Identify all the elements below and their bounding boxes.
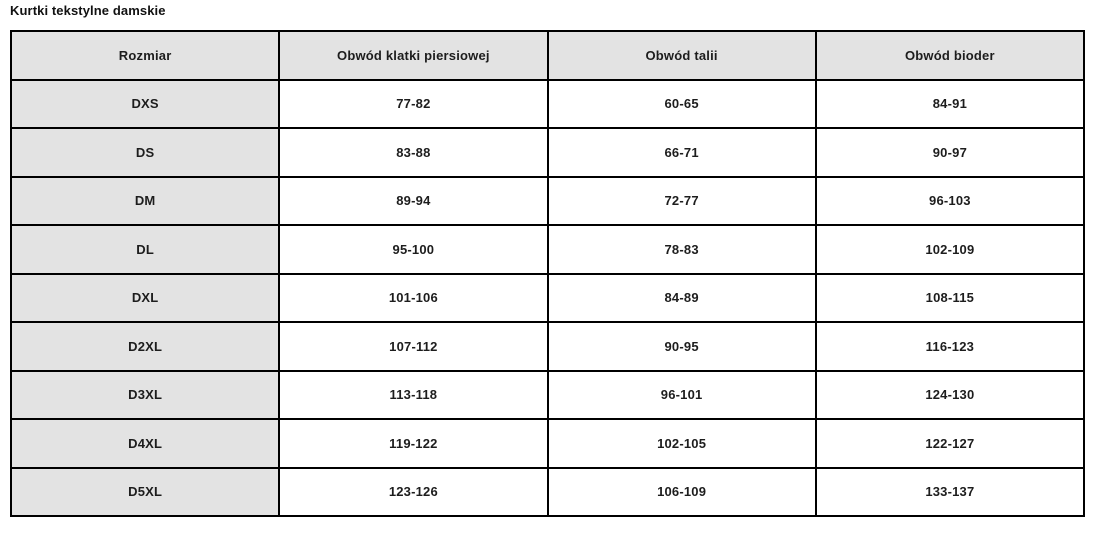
column-header-chest: Obwód klatki piersiowej [279, 31, 547, 80]
size-cell: DM [11, 177, 279, 226]
size-cell: D2XL [11, 322, 279, 371]
table-row [11, 322, 1084, 371]
size-cell: DXS [11, 80, 279, 129]
page-title: Kurtki tekstylne damskie [10, 3, 166, 18]
table-header-row [11, 31, 1084, 80]
waist-cell: 60-65 [548, 80, 816, 129]
chest-cell: 123-126 [279, 468, 547, 517]
column-header-waist: Obwód talii [548, 31, 816, 80]
table-row [11, 468, 1084, 517]
table-row [11, 419, 1084, 468]
chest-cell: 107-112 [279, 322, 547, 371]
hips-cell: 133-137 [816, 468, 1084, 517]
waist-cell: 72-77 [548, 177, 816, 226]
size-cell: DL [11, 225, 279, 274]
waist-cell: 106-109 [548, 468, 816, 517]
size-cell: DXL [11, 274, 279, 323]
chest-cell: 83-88 [279, 128, 547, 177]
hips-cell: 90-97 [816, 128, 1084, 177]
waist-cell: 90-95 [548, 322, 816, 371]
hips-cell: 122-127 [816, 419, 1084, 468]
hips-cell: 116-123 [816, 322, 1084, 371]
waist-cell: 102-105 [548, 419, 816, 468]
table-row [11, 177, 1084, 226]
chest-cell: 95-100 [279, 225, 547, 274]
waist-cell: 96-101 [548, 371, 816, 420]
size-cell: D3XL [11, 371, 279, 420]
table-row [11, 371, 1084, 420]
table-row [11, 274, 1084, 323]
size-cell: D5XL [11, 468, 279, 517]
waist-cell: 84-89 [548, 274, 816, 323]
chest-cell: 101-106 [279, 274, 547, 323]
hips-cell: 96-103 [816, 177, 1084, 226]
hips-cell: 108-115 [816, 274, 1084, 323]
size-cell: D4XL [11, 419, 279, 468]
size-cell: DS [11, 128, 279, 177]
hips-cell: 84-91 [816, 80, 1084, 129]
chest-cell: 77-82 [279, 80, 547, 129]
table-row [11, 128, 1084, 177]
column-header-hips: Obwód bioder [816, 31, 1084, 80]
column-header-rozmiar: Rozmiar [11, 31, 279, 80]
hips-cell: 124-130 [816, 371, 1084, 420]
hips-cell: 102-109 [816, 225, 1084, 274]
size-table [10, 30, 1085, 517]
chest-cell: 89-94 [279, 177, 547, 226]
waist-cell: 78-83 [548, 225, 816, 274]
waist-cell: 66-71 [548, 128, 816, 177]
table-row [11, 225, 1084, 274]
chest-cell: 113-118 [279, 371, 547, 420]
chest-cell: 119-122 [279, 419, 547, 468]
table-row [11, 80, 1084, 129]
